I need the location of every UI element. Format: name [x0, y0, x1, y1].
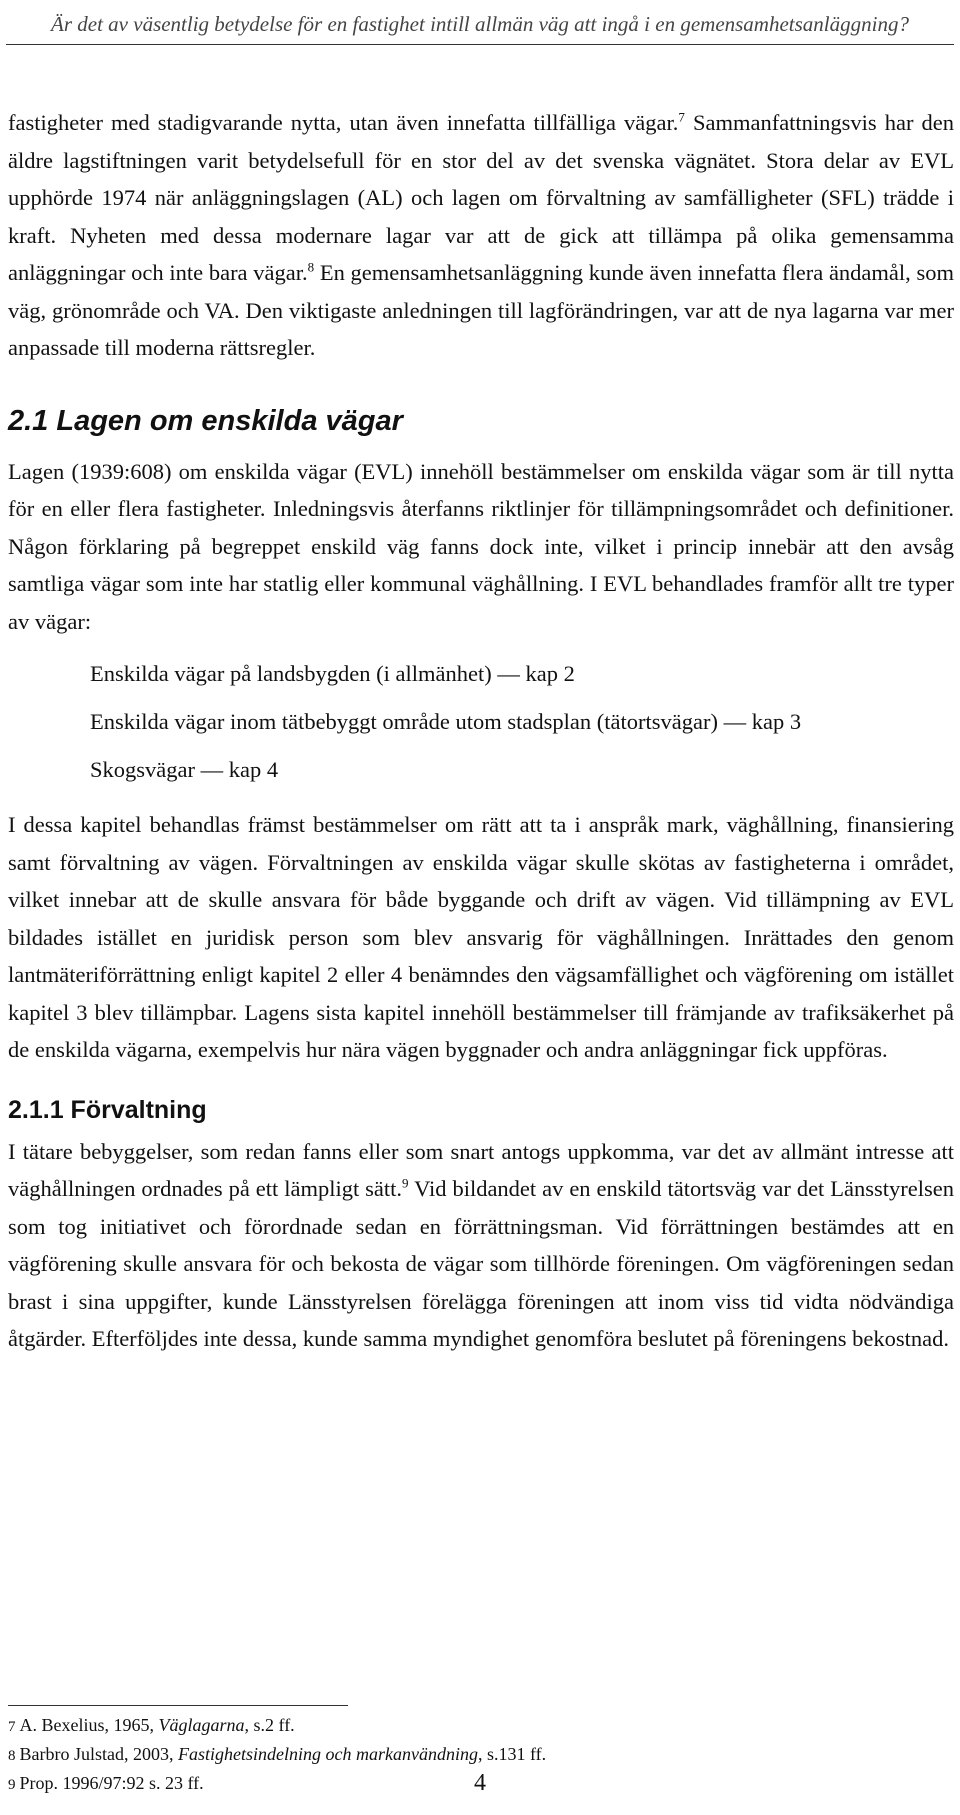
footnote-ref-7[interactable]: 7	[678, 109, 685, 125]
section-2-1-paragraph-2: I dessa kapitel behandlas främst bestämmelser om rätt att ta i anspråk mark, väghållning, finansiering samt förvaltning av vägen. Förvaltningen av enskilda vägar skulle skötas av fastigheterna i området, vilket innebar att de skulle ansvara för både byggande och drift av vägen. Vid tillämpning av EVL bildades istället en juridisk person som blev ansvarig för väghållningen. Inrättades den genom lantmäteriförrättning enligt kapitel 2 eller 4 benämndes den vägsamfällighet och vägförening om istället kapitel 3 blev tillämpbar. Lagens sista kapitel innehöll bestämmelser till främjande av trafiksäkerhet på de enskilda vägarna, exempelvis hur nära vägen byggnader och andra anläggningar fick uppföras.	[8, 812, 954, 1062]
footnote-9: 9 Prop. 1996/97:92 s. 23 ff.	[8, 1773, 204, 1793]
footnote-8: 8 Barbro Julstad, 2003, Fastighetsindelning och markanvändning, s.131 ff.	[8, 1744, 547, 1764]
section-heading-2-1-1: 2.1.1 Förvaltning	[8, 1095, 207, 1124]
list-item: Enskilda vägar inom tätbebyggt område utom stadsplan (tätortsvägar) — kap 3	[90, 709, 802, 734]
section-heading-2-1: 2.1 Lagen om enskilda vägar	[8, 404, 403, 437]
section-2-1-1-paragraph: I tätare bebyggelser, som redan fanns eller som snart antogs uppkomma, var det av allmänt intresse att väghållningen ordnades på ett lämpligt sätt.$^9$ Vid bildandet av en enskild tätortsväg var det Länsstyrelsen som tog initiativet och förordnade sedan en förrättningsman. Vid förrättningen bestämdes att en vägförening skulle ansvara för och bekosta de vägar som tillhörde föreningen. Om vägföreningen sedan brast i sina uppgifter, kunde Länsstyrelsen förelägga föreningen att inom viss tid vidta nödvändiga åtgärder. Efterföljdes inte dessa, kunde samma myndighet genomföra beslutet på föreningens bekostnad.	[8, 1138, 954, 1351]
road-types-list	[90, 650, 954, 794]
list-item: Enskilda vägar på landsbygden (i allmänhet) — kap 2	[90, 661, 575, 686]
footnote-ref-9[interactable]: 9	[402, 1175, 409, 1191]
footnote-ref-8[interactable]: 8	[307, 259, 315, 275]
section-2-1-paragraph: Lagen (1939:608) om enskilda vägar (EVL) innehöll bestämmelser om enskilda vägar som är till nytta för en eller flera fastigheter. Inledningsvis återfanns riktlinjer för tillämpningsområdet och definitioner. Någon förklaring på begreppet enskild väg fanns dock inte, vilket i princip innebär att den avsåg samtliga vägar som inte har statlig eller kommunal väghållning. I EVL behandlades framför allt tre typer av vägar:	[8, 458, 954, 634]
running-header: Är det av väsentlig betydelse för en fastighet intill allmän väg att ingå i en gemensamhetsanläggning?	[6, 4, 954, 45]
footnote-divider	[8, 1705, 348, 1706]
page-content	[8, 104, 954, 1358]
list-item: Skogsvägar — kap 4	[90, 757, 279, 782]
footnote-7: 7 A. Bexelius, 1965, Väglagarna, s.2 ff.	[8, 1715, 295, 1735]
page-number: 4	[474, 1770, 486, 1796]
intro-paragraph: fastigheter med stadigvarande nytta, utan även innefatta tillfälliga vägar.$^7$ Sammanfattningsvis har den äldre lagstiftningen varit betydelsefull för en stor del av det svenska vägnätet. Stora delar av EVL upphörde 1974 när anläggningslagen (AL) och lagen om förvaltning av samfälligheter (SFL) trädde i kraft. Nyheten med dessa modernare lagar var att de gick att tillämpa på olika gemensamma anläggningar och inte bara vägar.$^8$ En gemensamhetsanläggning kunde även innefatta flera ändamål, som väg, grönområde och VA. Den viktigaste anledningen till lagförändringen, var att de nya lagarna var mer anpassade till moderna rättsregler.	[8, 109, 955, 360]
